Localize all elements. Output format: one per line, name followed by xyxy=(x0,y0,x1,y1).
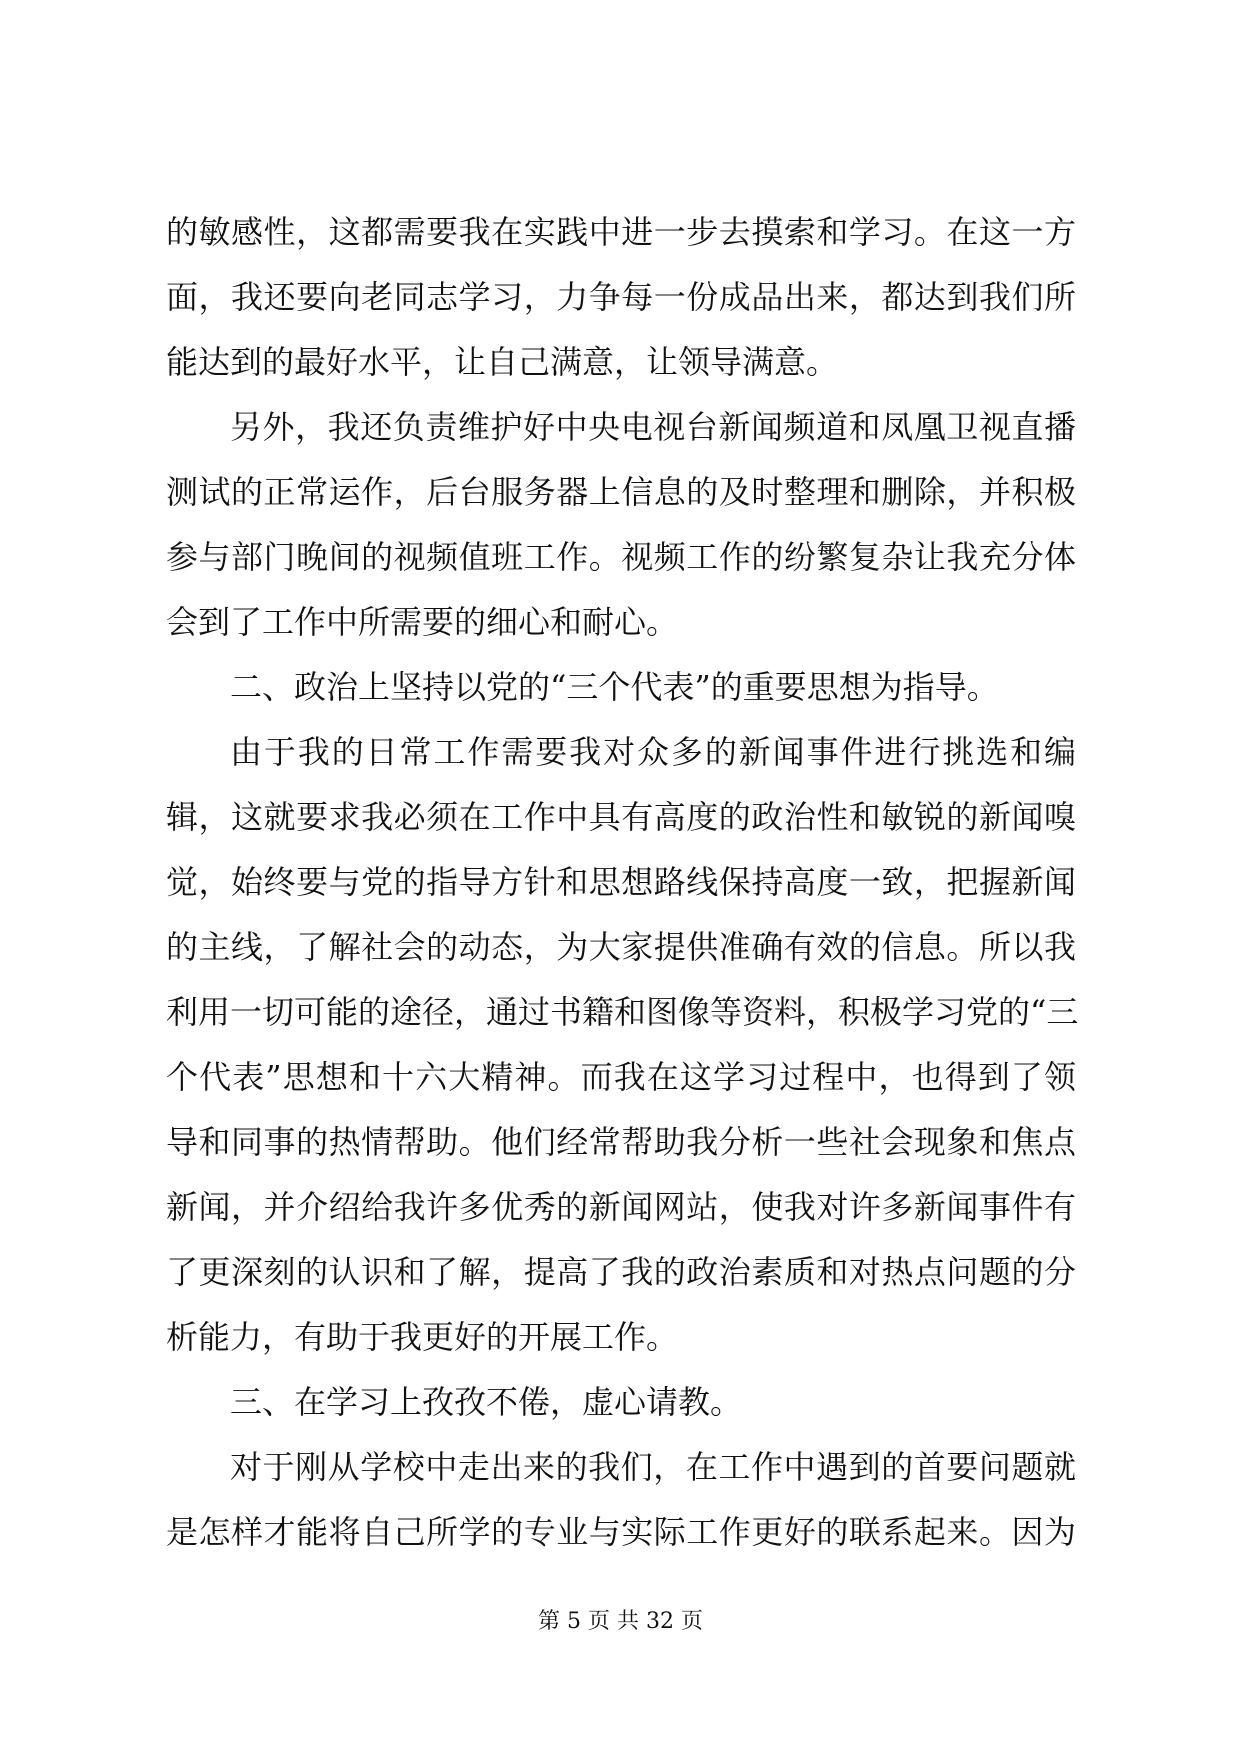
text-line: 参与部门晚间的视频值班工作。视频工作的纷繁复杂让我充分体 xyxy=(166,538,1076,576)
text-line: 会到了工作中所需要的细心和耐心。 xyxy=(166,603,679,641)
text-line: 的主线，了解社会的动态，为大家提供准确有效的信息。所以我 xyxy=(166,928,1076,966)
text-line: 利用一切可能的途径，通过书籍和图像等资料，积极学习党的“三 xyxy=(166,993,1079,1031)
section-heading: 三、在学习上孜孜不倦，虚心请教。 xyxy=(230,1383,743,1421)
text-line: 是怎样才能将自己所学的专业与实际工作更好的联系起来。因为 xyxy=(166,1513,1076,1551)
paragraph-start-line: 另外，我还负责维护好中央电视台新闻频道和凤凰卫视直播 xyxy=(230,408,1076,446)
paragraph-start-line: 由于我的日常工作需要我对众多的新闻事件进行挑选和编 xyxy=(230,733,1076,771)
paragraph-start-line: 对于刚从学校中走出来的我们，在工作中遇到的首要问题就 xyxy=(230,1448,1076,1486)
text-line: 面，我还要向老同志学习，力争每一份成品出来，都达到我们所 xyxy=(166,278,1076,316)
text-line: 觉，始终要与党的指导方针和思想路线保持高度一致，把握新闻 xyxy=(166,863,1076,901)
text-line: 辑，这就要求我必须在工作中具有高度的政治性和敏锐的新闻嗅 xyxy=(166,798,1076,836)
page-footer: 第 5 页 共 32 页 xyxy=(538,1609,703,1634)
text-line: 新闻，并介绍给我许多优秀的新闻网站，使我对许多新闻事件有 xyxy=(166,1188,1076,1226)
text-line: 了更深刻的认识和了解，提高了我的政治素质和对热点问题的分 xyxy=(166,1253,1076,1291)
text-line: 测试的正常运作，后台服务器上信息的及时整理和删除，并积极 xyxy=(166,473,1076,511)
text-line: 能达到的最好水平，让自己满意，让领导满意。 xyxy=(166,343,839,381)
document-body xyxy=(166,200,1079,1565)
text-line: 的敏感性，这都需要我在实践中进一步去摸索和学习。在这一方 xyxy=(166,213,1076,251)
section-heading: 二、政治上坚持以党的“三个代表”的重要思想为指导。 xyxy=(230,668,999,706)
text-line: 导和同事的热情帮助。他们经常帮助我分析一些社会现象和焦点 xyxy=(166,1123,1076,1161)
text-line: 个代表”思想和十六大精神。而我在这学习过程中，也得到了领 xyxy=(166,1058,1076,1096)
text-line: 析能力，有助于我更好的开展工作。 xyxy=(166,1318,679,1356)
